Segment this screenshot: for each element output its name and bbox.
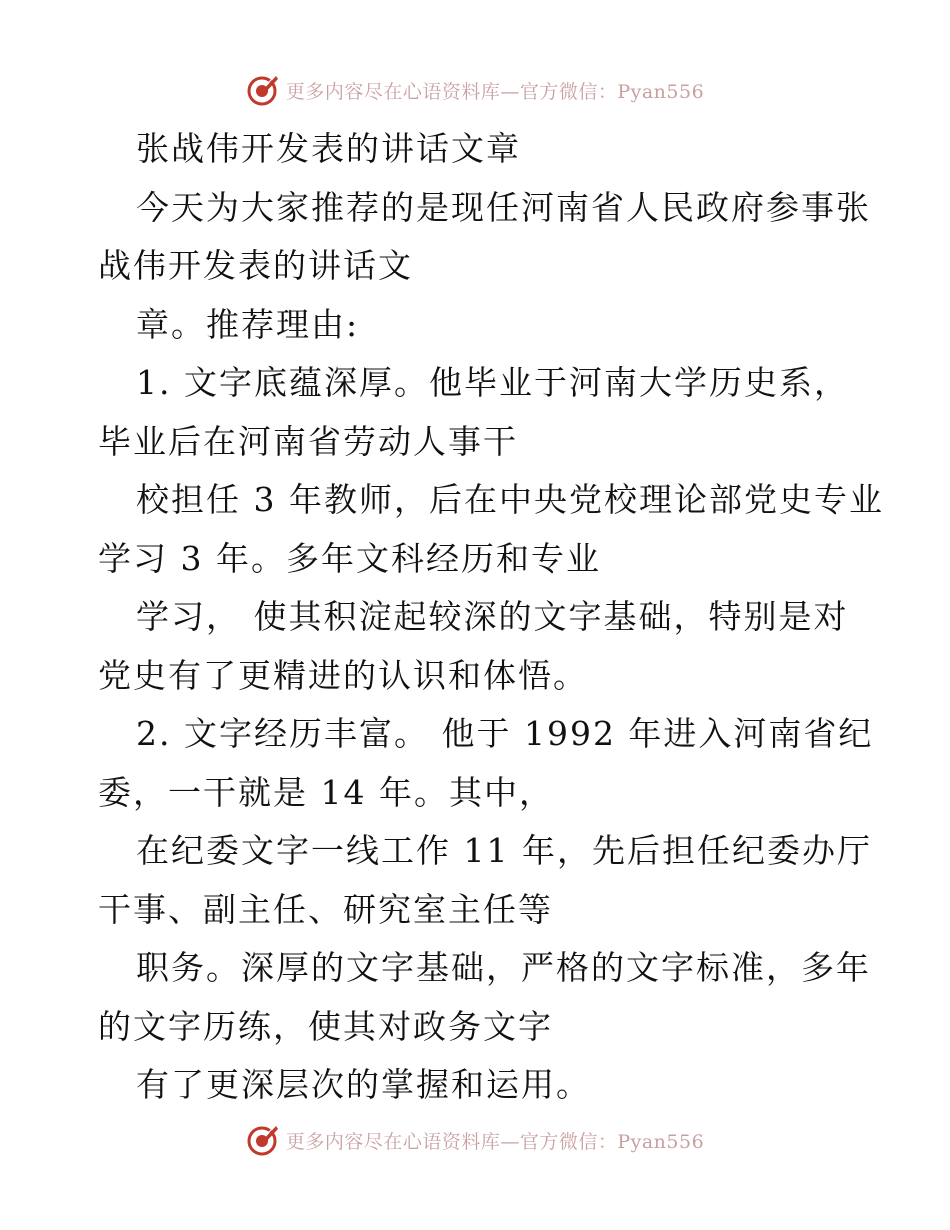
paragraph-line: 学习， 使其积淀起较深的文字基础，特别是对 <box>136 597 849 636</box>
paragraph-line: 2. 文字经历丰富。 他于 1992 年进入河南省纪 <box>136 714 874 753</box>
paragraph-line: 职务。深厚的文字基础，严格的文字标准，多年 <box>136 948 871 987</box>
paragraph-line: 在纪委文字一线工作 11 年，先后担任纪委办厅 <box>136 831 872 870</box>
quill-pen-icon <box>246 1123 280 1157</box>
document-title: 张战伟开发表的讲话文章 <box>136 129 521 168</box>
header-banner-inner <box>246 73 704 107</box>
paragraph-line: 委，一干就是 14 年。其中， <box>98 772 554 812</box>
paragraph-line: 干事、副主任、研究室主任等 <box>98 889 553 929</box>
paragraph-line: 毕业后在河南省劳动人事干 <box>98 421 518 461</box>
header-banner-text: 更多内容尽在心语资料库—官方微信：Pyan556 <box>285 80 705 103</box>
paragraph-line: 今天为大家推荐的是现任河南省人民政府参事张 <box>136 187 871 227</box>
document-body <box>98 120 884 1115</box>
paragraph-line: 党史有了更精进的认识和体悟。 <box>98 655 588 695</box>
paragraph-line: 学习 3 年。多年文科经历和专业 <box>98 538 601 578</box>
paragraph-line: 章。推荐理由: <box>136 304 360 344</box>
quill-pen-icon <box>246 73 280 107</box>
paragraph-line: 1. 文字底蕴深厚。他毕业于河南大学历史系， <box>136 363 849 402</box>
paragraph-line: 的文字历练，使其对政务文字 <box>98 1006 553 1046</box>
footer-banner-inner <box>246 1123 704 1157</box>
footer-banner-text: 更多内容尽在心语资料库—官方微信：Pyan556 <box>285 1130 705 1153</box>
footer-banner <box>0 1120 950 1160</box>
paragraph-line: 有了更深层次的掌握和运用。 <box>136 1065 591 1104</box>
header-banner <box>0 70 950 110</box>
paragraph-line: 校担任 3 年教师，后在中央党校理论部党史专业 <box>136 480 884 519</box>
paragraph-line: 战伟开发表的讲话文 <box>98 246 413 285</box>
